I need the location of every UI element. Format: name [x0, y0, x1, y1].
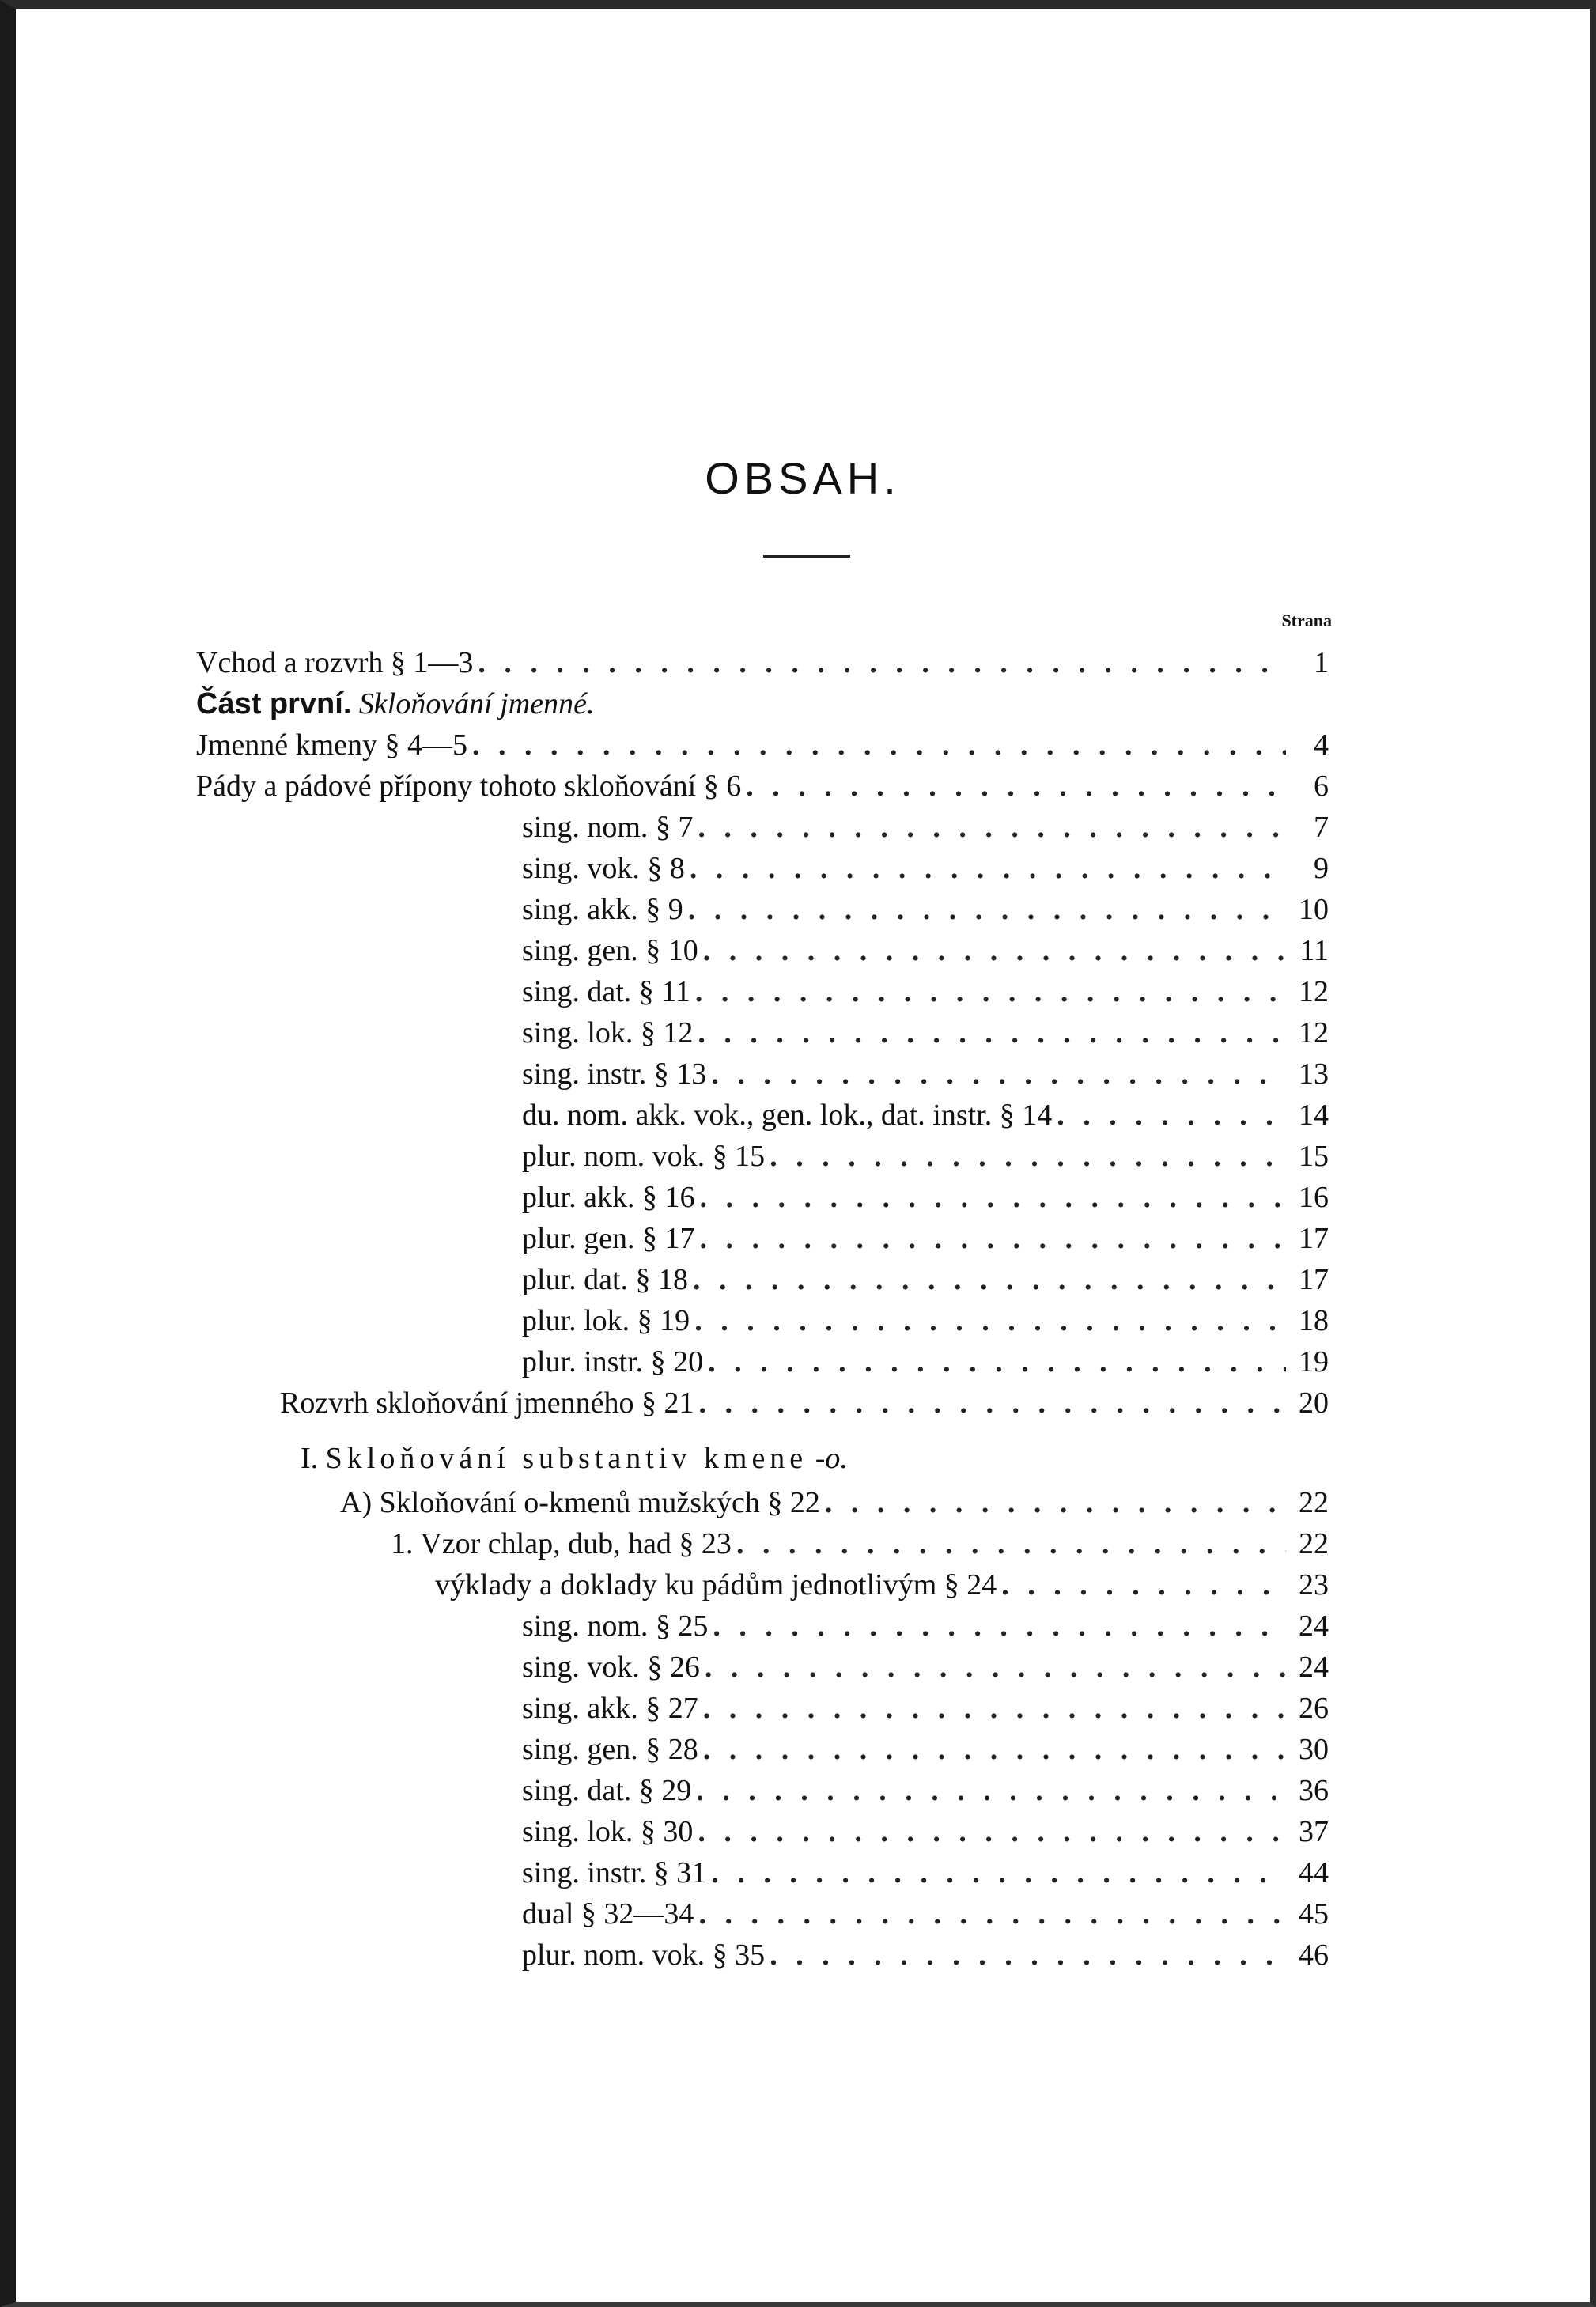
- dot-leader: [699, 1218, 1286, 1259]
- toc-entry-text: výklady a doklady ku pádům jednotlivým § 24: [435, 1568, 997, 1602]
- toc-entry: [280, 1382, 1329, 1424]
- toc-entry-page: 24: [1299, 1651, 1329, 1684]
- toc-entry-text: 1. Vzor chlap, dub, had § 23: [391, 1527, 732, 1560]
- dot-leader: [705, 1647, 1286, 1688]
- toc-entry-page: 17: [1299, 1222, 1329, 1255]
- toc-entry-text: sing. dat. § 11: [522, 975, 690, 1008]
- toc-entry: [522, 1259, 1329, 1300]
- dot-leader: [736, 1523, 1286, 1564]
- toc-entry-page: 26: [1299, 1692, 1329, 1725]
- toc-entry-text: sing. akk. § 27: [522, 1692, 698, 1725]
- toc-entry-text: Vchod a rozvrh § 1—3: [196, 646, 474, 679]
- toc-entry-page: 17: [1299, 1263, 1329, 1296]
- toc-entry-page: 45: [1299, 1897, 1329, 1931]
- toc-entry-page: 12: [1299, 975, 1329, 1008]
- toc-entry: [522, 1770, 1329, 1811]
- dot-leader: [699, 1177, 1286, 1218]
- dot-leader: [703, 1729, 1286, 1770]
- toc-entry: [522, 1605, 1329, 1647]
- toc-entry-page: 23: [1299, 1568, 1329, 1602]
- toc-entry: [196, 642, 1329, 683]
- dot-leader: [688, 889, 1286, 930]
- toc-entry-page: 18: [1299, 1304, 1329, 1337]
- toc-entry: [340, 1482, 1329, 1523]
- toc-entry: [522, 1852, 1329, 1893]
- toc-entry: [522, 1729, 1329, 1770]
- toc-entry-page: 24: [1299, 1609, 1329, 1643]
- toc-entry-page: 15: [1299, 1140, 1329, 1173]
- toc-entry: [522, 1811, 1329, 1852]
- dot-leader: [746, 766, 1286, 807]
- dot-leader: [478, 642, 1286, 683]
- dot-leader: [711, 1053, 1286, 1095]
- toc-entry-text: sing. vok. § 8: [522, 852, 685, 885]
- toc-entry: [522, 848, 1329, 889]
- toc-entry: [522, 889, 1329, 930]
- toc-entry-text: sing. lok. § 12: [522, 1016, 694, 1049]
- toc-entry-text: sing. vok. § 26: [522, 1651, 700, 1684]
- toc-entry: [522, 1934, 1329, 1976]
- toc-entry-page: 7: [1314, 811, 1329, 844]
- toc-entry-page: 37: [1299, 1815, 1329, 1848]
- dot-leader: [693, 1259, 1286, 1300]
- toc-entry: [522, 1341, 1329, 1382]
- toc-entry-text: du. nom. akk. vok., gen. lok., dat. instr. § 14: [522, 1099, 1053, 1132]
- toc-entry-page: 22: [1299, 1527, 1329, 1560]
- toc-entry-text: Jmenné kmeny § 4—5: [196, 728, 468, 762]
- dot-leader: [698, 1811, 1286, 1852]
- title-rule: [763, 555, 850, 558]
- toc-entry-page: 20: [1299, 1386, 1329, 1420]
- toc-entry-text: sing. nom. § 7: [522, 811, 694, 844]
- toc-entry: [522, 971, 1329, 1012]
- toc-entry-page: 13: [1299, 1057, 1329, 1091]
- toc-entry: [196, 766, 1329, 807]
- toc-entry: [522, 1012, 1329, 1053]
- toc-entry: [522, 807, 1329, 848]
- dot-leader: [695, 971, 1286, 1012]
- toc-entry-text: plur. gen. § 17: [522, 1222, 695, 1255]
- toc-entry: [522, 1136, 1329, 1177]
- toc-entry: [522, 1647, 1329, 1688]
- page-column-header: Strana: [1281, 611, 1332, 630]
- toc-entry-page: 11: [1299, 934, 1329, 967]
- dot-leader: [696, 1770, 1286, 1811]
- toc-entry-text: plur. nom. vok. § 15: [522, 1140, 766, 1173]
- toc-entry-page: 44: [1299, 1856, 1329, 1889]
- toc-entry-page: 4: [1314, 728, 1329, 762]
- dot-leader: [711, 1852, 1286, 1893]
- toc-entry-text: sing. lok. § 30: [522, 1815, 694, 1848]
- toc-entry-text: Rozvrh skloňování jmenného § 21: [280, 1386, 694, 1420]
- dot-leader: [708, 1341, 1286, 1382]
- dot-leader: [1057, 1095, 1286, 1136]
- toc-entry: [522, 930, 1329, 971]
- dot-leader: [713, 1605, 1286, 1647]
- toc-entry: [522, 1177, 1329, 1218]
- toc-entry: [522, 1095, 1329, 1136]
- toc-entry-text: plur. instr. § 20: [522, 1345, 704, 1379]
- toc-entry-text: sing. nom. § 25: [522, 1609, 709, 1643]
- toc-entry-text: sing. gen. § 10: [522, 934, 698, 967]
- toc-entry: [435, 1564, 1329, 1605]
- toc-entry: [196, 724, 1329, 766]
- dot-leader: [703, 1688, 1286, 1729]
- toc-entry-text: sing. instr. § 31: [522, 1856, 707, 1889]
- part-subtitle: Skloňování jmenné.: [358, 687, 595, 720]
- toc-entry-page: 46: [1299, 1938, 1329, 1972]
- toc-entry-text: A) Skloňování o-kmenů mužských § 22: [340, 1486, 820, 1519]
- toc-entry-text: sing. akk. § 9: [522, 893, 683, 926]
- section-heading: [301, 1438, 848, 1479]
- toc-entry-page: 22: [1299, 1486, 1329, 1519]
- section-numeral: I.: [301, 1442, 319, 1475]
- dot-leader: [698, 1382, 1286, 1424]
- toc-entry-page: 30: [1299, 1733, 1329, 1766]
- toc-entry: [391, 1523, 1329, 1564]
- dot-leader: [770, 1934, 1286, 1976]
- toc-entry-page: 36: [1299, 1774, 1329, 1807]
- dot-leader: [472, 724, 1286, 766]
- toc-entry-page: 6: [1314, 770, 1329, 803]
- dot-leader: [694, 1300, 1286, 1341]
- dot-leader: [825, 1482, 1286, 1523]
- toc-entry: [522, 1688, 1329, 1729]
- toc-entry-page: 9: [1314, 852, 1329, 885]
- toc-entry-page: 1: [1314, 646, 1329, 679]
- toc-entry-text: dual § 32—34: [522, 1897, 694, 1931]
- toc-entry-text: sing. gen. § 28: [522, 1733, 698, 1766]
- dot-leader: [698, 1012, 1286, 1053]
- dot-leader: [690, 848, 1286, 889]
- toc-entry-page: 10: [1299, 893, 1329, 926]
- part-heading: [196, 683, 594, 724]
- part-label: Část první.: [196, 687, 352, 720]
- toc-entry-page: 12: [1299, 1016, 1329, 1049]
- toc-entry-text: sing. dat. § 29: [522, 1774, 692, 1807]
- dot-leader: [698, 1893, 1286, 1934]
- toc-entry-page: 16: [1299, 1181, 1329, 1214]
- page-title: OBSAH.: [705, 453, 901, 503]
- toc-entry-text: sing. instr. § 13: [522, 1057, 707, 1091]
- toc-entry-text: plur. nom. vok. § 35: [522, 1938, 766, 1972]
- toc-entry: [522, 1300, 1329, 1341]
- section-suffix: -o.: [815, 1442, 848, 1475]
- dot-leader: [703, 930, 1286, 971]
- dot-leader: [1001, 1564, 1286, 1605]
- toc-entry-page: 19: [1299, 1345, 1329, 1379]
- dot-leader: [770, 1136, 1286, 1177]
- toc-entry: [522, 1893, 1329, 1934]
- toc-entry-page: 14: [1299, 1099, 1329, 1132]
- toc-entry: [522, 1053, 1329, 1095]
- toc-entry-text: plur. akk. § 16: [522, 1181, 695, 1214]
- section-label: Skloňování substantiv kmene: [325, 1442, 808, 1475]
- toc-entry-text: plur. lok. § 19: [522, 1304, 690, 1337]
- toc-entry-text: plur. dat. § 18: [522, 1263, 689, 1296]
- toc-entry: [522, 1218, 1329, 1259]
- dot-leader: [698, 807, 1286, 848]
- toc-entry-text: Pády a pádové přípony tohoto skloňování § 6: [196, 770, 742, 803]
